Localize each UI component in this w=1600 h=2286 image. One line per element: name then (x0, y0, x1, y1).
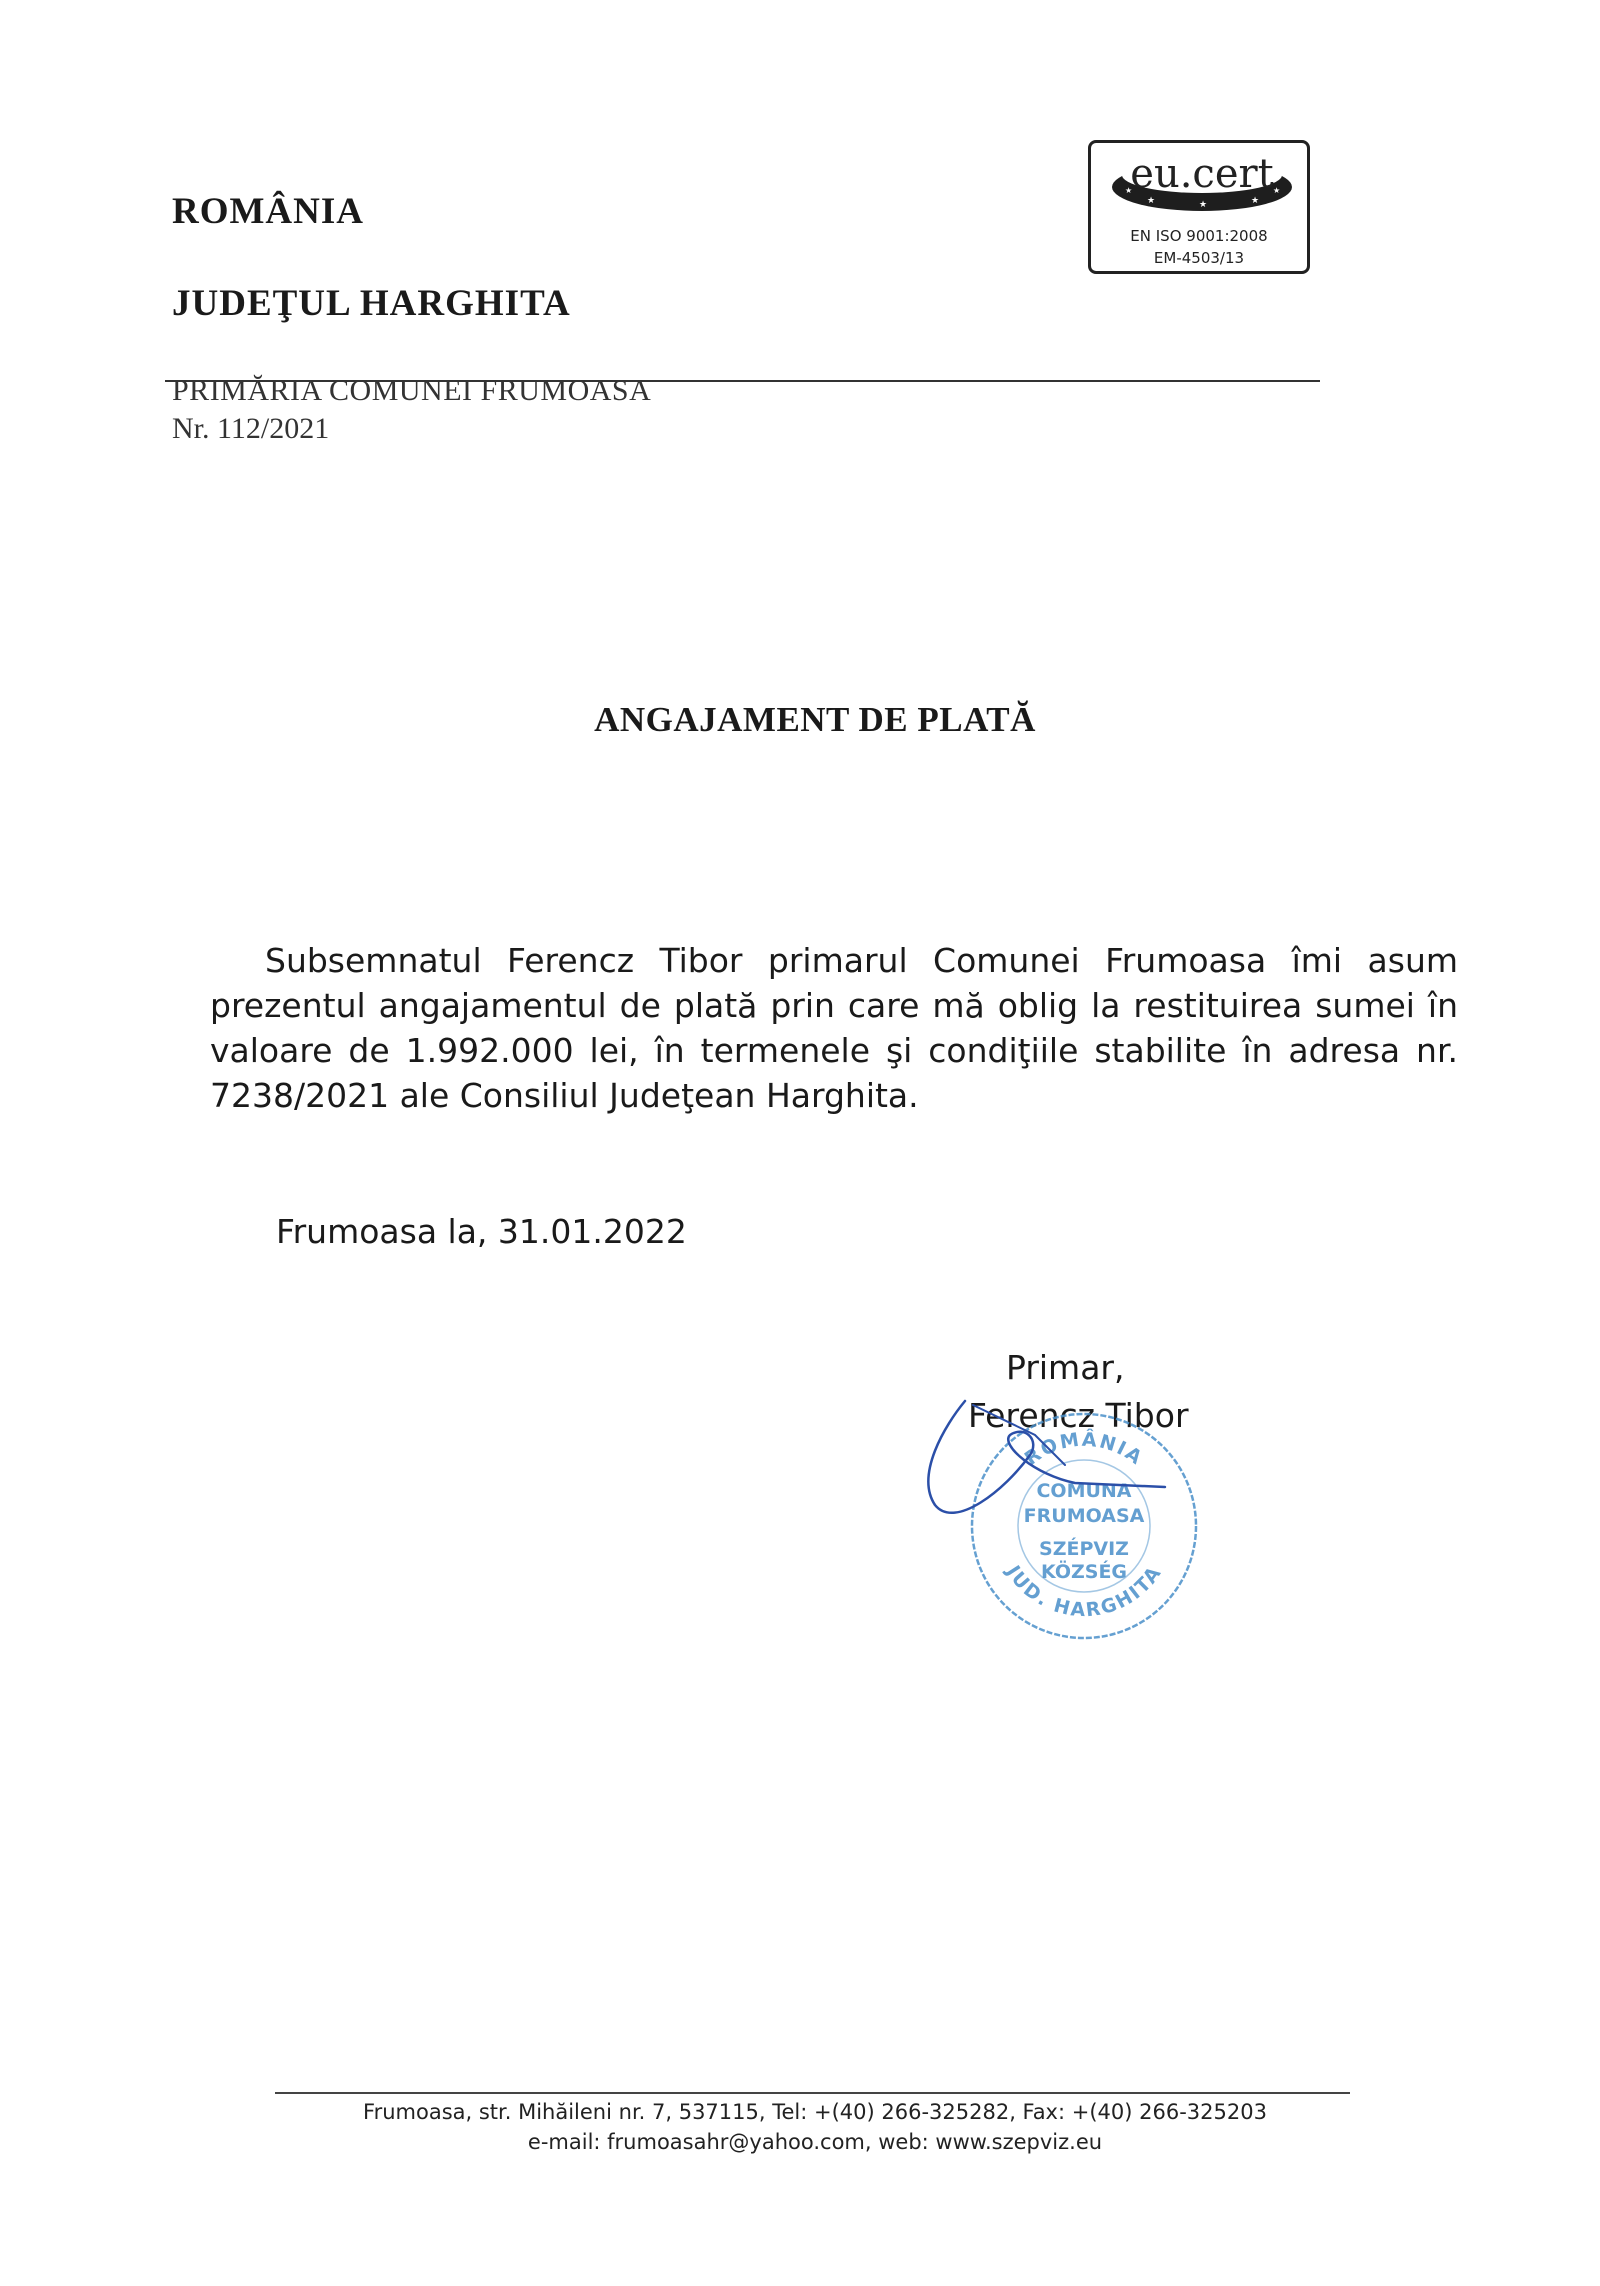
footer-contact: e-mail: frumoasahr@yahoo.com, web: www.szepviz.eu (527, 2130, 1103, 2154)
svg-text:COMUNA: COMUNA (1036, 1480, 1132, 1502)
svg-text:★: ★ (1251, 196, 1260, 206)
registration-number: Nr. 112/2021 (172, 412, 330, 445)
cert-id: EM-4503/13 (1153, 249, 1245, 267)
svg-text:★: ★ (1125, 186, 1133, 195)
header-county: JUDEŢUL HARGHITA (172, 283, 571, 324)
header-institution: PRIMĂRIA COMUNEI FRUMOASA (172, 374, 652, 407)
svg-text:JUD. HARGHITA: JUD. HARGHITA (1001, 1561, 1167, 1622)
footer-divider (275, 2092, 1350, 2094)
body-paragraph: Subsemnatul Ferencz Tibor primarul Comunei Frumoasa îmi asum prezentul angajamentul de plată prin care mă oblig la restituirea sumei în valoare de 1.992.000 lei, în termenele şi condiţiile stabilite în adresa nr. 7238/2021 ale Consiliul Judeţean Harghita. (210, 941, 1458, 1115)
svg-text:★: ★ (1199, 200, 1208, 210)
header-country: ROMÂNIA (172, 191, 364, 232)
signatory-name: Ferencz Tibor (968, 1396, 1189, 1435)
cert-standard: EN ISO 9001:2008 (1130, 227, 1268, 245)
svg-text:★: ★ (1273, 186, 1281, 195)
svg-text:★: ★ (1147, 196, 1156, 206)
svg-text:FRUMOASA: FRUMOASA (1023, 1505, 1145, 1527)
svg-text:eu.cert: eu.cert (1130, 151, 1274, 197)
eucert-logo-icon (1109, 151, 1295, 213)
document-title: ANGAJAMENT DE PLATĂ (594, 700, 1036, 739)
svg-text:SZÉPVIZ: SZÉPVIZ (1039, 1538, 1129, 1560)
footer-address: Frumoasa, str. Mihăileni nr. 7, 537115, Tel: +(40) 266-325282, Fax: +(40) 266-325203 (363, 2100, 1267, 2124)
handwritten-signature-icon (915, 1395, 1175, 1525)
svg-text:KÖZSÉG: KÖZSÉG (1040, 1561, 1128, 1583)
place-and-date: Frumoasa la, 31.01.2022 (276, 1212, 687, 1251)
svg-text:ROMÂNIA: ROMÂNIA (1020, 1428, 1148, 1470)
iso-cert-badge (1088, 140, 1310, 274)
signatory-role: Primar, (1006, 1348, 1125, 1387)
